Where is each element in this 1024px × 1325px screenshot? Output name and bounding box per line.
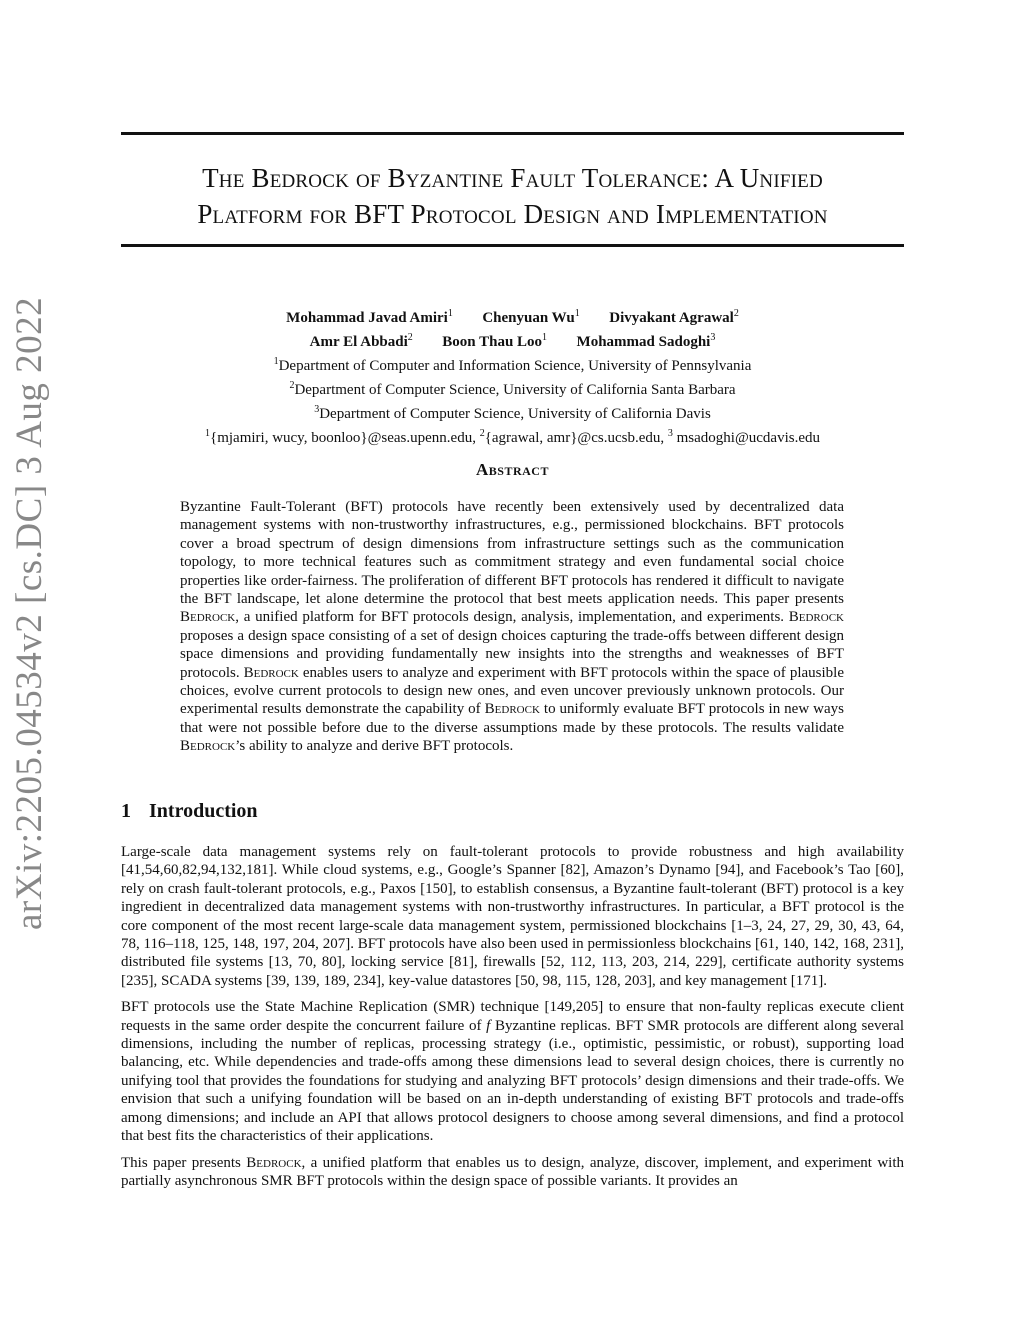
affiliation: $^2$Department of Computer Science, University of California Santa Barbara [289, 380, 736, 398]
introduction-body [121, 843, 904, 1198]
system-name: Bedrock [788, 609, 844, 626]
section-title: Introduction [149, 800, 258, 822]
author-block [121, 304, 904, 448]
abstract-body: Byzantine Fault-Tolerant (BFT) protocols have recently been extensively used by decentralized data management systems with non-trustworthy infrastructures, e.g., permissioned blockchains. BFT protocols cover a broad spectrum of design dimensions from infrastructure settings such as the communication topology, to more technical features such as commitment strategy and even fundamental social choice properties like order-fairness. The proliferation of different BFT protocols has rendered it difficult to navigate the BFT landscape, let alone determine the protocol that best meets application needs. This paper presents Bedrock, a unified platform for BFT protocols design, analysis, implementation, and experiments. Bedrock proposes a design space consisting of a set of design choices capturing the trade-offs between different design space dimensions and providing fundamentally new insights into the strengths and weaknesses of BFT protocols. Bedrock enables users to analyze and experiment with BFT protocols within the space of plausible choices, evolve current protocols to design new ones, and even uncover previously unknown protocols. Our experimental results demonstrate the capability of Bedrock to uniformly evaluate BFT protocols in new ways that were not possible before due to the diverse assumptions made by these protocols. The results validate Bedrock’s ability to analyze and derive BFT protocols. [180, 499, 844, 755]
system-name: Bedrock [243, 664, 299, 681]
author-name: Mohammad Javad Amiri [286, 310, 448, 326]
system-name: Bedrock [484, 701, 540, 718]
author-affiliation-mark: 2 [407, 332, 413, 343]
affiliation: $^1$Department of Computer and Information Science, University of Pennsylvania [273, 356, 752, 374]
paragraph: This paper presents Bedrock, a unified platform that enables us to design, analyze, discover, implement, and experiment with partially asynchronous SMR BFT protocols within the design space of possible variants. It provides an [121, 1154, 904, 1189]
title-rule-top [121, 132, 904, 135]
section-number: 1 [121, 800, 131, 822]
author-affiliation-mark: 1 [447, 308, 453, 319]
author-name: Divyakant Agrawal [609, 310, 734, 326]
author-name: Amr El Abbadi [309, 334, 408, 350]
paragraph: Large-scale data management systems rely on fault-tolerant protocols to provide robustness and high availability [41,54,60,82,94,132,181]. While cloud systems, e.g., Google’s Spanner [82], Amazon’s Dynamo [94], and Facebook’s Tao [60], rely on crash fault-tolerant protocols, e.g., Paxos [150], to establish consensus, a Byzantine fault-tolerant (BFT) protocol is a key ingredient in decentralized data management systems with non-trustworthy infrastructures. In particular, a BFT protocol is the core component of the most recent large-scale data management system, permissioned blockchains [1–3, 24, 27, 29, 30, 43, 64, 78, 116–118, 125, 148, 197, 204, 207]. BFT protocols have also been used in permissionless blockchains [61, 140, 142, 168, 231], distributed file systems [13, 70, 80], locking service [81], firewalls [52, 112, 113, 203, 214, 229], certificate authority systems [235], SCADA systems [39, 139, 189, 234], key-value datastores [50, 98, 115, 128, 203], and key management [171]. [121, 844, 904, 989]
system-name: Bedrock [246, 1154, 302, 1171]
author-affiliation-mark: 1 [542, 332, 548, 343]
title-line-1: The Bedrock of Byzantine Fault Tolerance: A Unified [202, 163, 823, 193]
section-heading-introduction [121, 800, 258, 823]
arxiv-stamp: arXiv:2205.04534v2 [cs.DC] 3 Aug 2022 [9, 296, 50, 930]
abstract-heading: Abstract [476, 460, 549, 479]
paragraph: BFT protocols use the State Machine Replication (SMR) technique [149,205] to ensure that non-faulty replicas execute client requests in the same order despite the concurrent failure of f Byzantine replicas. BFT SMR protocols are different along several dimensions, including the number of replicas, processing strategy (i.e., optimistic, pessimistic, or robust), supporting load balancing, etc. While dependencies and trade-offs among these dimensions lead to several design choices, there is currently no unifying tool that provides the foundations for studying and analyzing BFT protocols’ design dimensions and their trade-offs. We envision that such a unifying foundation will be based on an in-depth understanding of existing BFT protocols and trade-offs among dimensions; and include an API that allows protocol designers to choose among several dimensions, and find a protocol that best fits the characteristics of their applications. [121, 999, 904, 1145]
author-affiliation-mark: 1 [574, 308, 580, 319]
author-affiliation-mark: 3 [710, 332, 716, 343]
author-line-1 [121, 304, 904, 328]
author-name: Mohammad Sadoghi [576, 334, 711, 350]
author-emails: $^1${mjamiri, wucy, boonloo}@seas.upenn.edu, $^2${agrawal, amr}@cs.ucsb.edu, $^3$ msadoghi@ucdavis.edu [205, 428, 820, 446]
author-affiliation-mark: 2 [733, 308, 739, 319]
author-name: Boon Thau Loo [442, 334, 543, 350]
system-name: Bedrock [180, 609, 236, 626]
system-name: Bedrock [180, 738, 236, 755]
title-line-2: Platform for BFT Protocol Design and Implementation [197, 199, 828, 229]
affiliation: $^3$Department of Computer Science, University of California Davis [314, 404, 711, 422]
author-name: Chenyuan Wu [482, 310, 575, 326]
title-rule-bottom [121, 244, 904, 247]
author-line-2 [121, 328, 904, 352]
paper-title [121, 160, 904, 232]
